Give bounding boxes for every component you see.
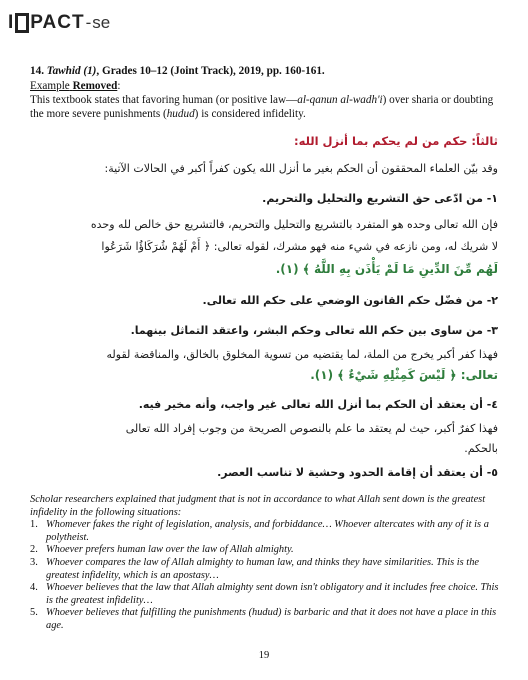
arabic-heading: ثالثاً: حكم من لم يحكم بما أنزل الله: xyxy=(294,134,498,148)
arabic-item-5: ٥- أن يعتقد أن إقامة الحدود وحشية لا تناسب العصر. xyxy=(217,466,498,479)
example-colon: : xyxy=(117,80,121,92)
english-translation xyxy=(30,494,506,633)
arabic-item-3-line-1: فهذا كفر أكبر يخرج من الملة، لما يقتضيه من تسوية المخلوق بالخالق، والمناقضة لقوله xyxy=(106,348,498,361)
arabic-item-4-line-2: بالحكم. xyxy=(464,442,498,455)
arabic-item-1-title: ١- من ادّعى حق التشريع والتحليل والتحريم. xyxy=(262,192,498,205)
page-number: 19 xyxy=(258,650,270,661)
arabic-item-1-line-2: لا شريك له، ومن نازعه في شيء منه فهو مشرك، لقوله تعالى: ﴿ أَمْ لَهُمْ شُرَكَاؤُا شَرَعُوا xyxy=(101,240,498,253)
logo-word: PACT xyxy=(30,12,85,33)
arabic-item-1-line-3: لَهُم مِّنَ الدِّينِ مَا لَمْ يَأْذَن بِهِ اللَّهُ ﴾ (١). xyxy=(275,262,498,276)
arabic-textbook-excerpt xyxy=(20,128,508,482)
book-title: Tawhid (1) xyxy=(46,65,97,77)
list-number: 3. xyxy=(30,556,38,568)
list-number: 2. xyxy=(30,544,38,556)
arabic-item-4-title: ٤- أن يعتقد أن الحكم بما أنزل الله تعالى غير واجب، وأنه مخير فيه. xyxy=(138,398,498,411)
list-text: Whoever believes that the law that Allah almighty sent down isn't obligatory and it includes free choice. This is the greatest infidelity… xyxy=(46,582,499,606)
example-header xyxy=(30,64,500,121)
list-text: Whoever believes that fulfilling the punishments (hudud) is barbaric and that it does not have a place in this age. xyxy=(46,607,497,631)
list-number: 5. xyxy=(30,607,38,619)
logo-mark-icon xyxy=(15,13,29,33)
source-citation xyxy=(30,64,500,78)
list-item xyxy=(30,519,506,544)
logo-letter: I xyxy=(8,12,15,33)
book-details: , Grades 10–12 (Joint Track), 2019, pp. 160-161. xyxy=(96,65,325,77)
arabic-item-3-line-2: تعالى: ﴿ لَيْسَ كَمِثْلِهِ شَيْءٌ ﴾ (١). xyxy=(310,368,498,382)
desc-part: This textbook states that favoring human (or positive law— xyxy=(30,94,298,106)
example-word: Example xyxy=(30,80,70,92)
desc-italic: al-qanun al-wadh'i xyxy=(297,94,383,106)
translation-intro: Scholar researchers explained that judgment that is not in accordance to what Allah sent down is the greatest infidelity in the following situations: xyxy=(30,494,486,518)
list-number: 1. xyxy=(30,519,38,531)
list-text: Whoever compares the law of Allah almighty to human law, and thinks they have similarities. This is the greatest infidelity, which is an apostasy… xyxy=(46,556,479,581)
logo-suffix: se xyxy=(92,13,111,32)
removed-word: Removed xyxy=(72,80,118,92)
list-text: Whoever prefers human law over the law of Allah almighty. xyxy=(46,544,294,556)
arabic-item-2: ٢- من فضّل حكم القانون الوضعي على حكم الله تعالى. xyxy=(202,294,498,307)
list-text: Whomever fakes the right of legislation, analysis, and forbiddance… Whoever altercates with any of it is a polytheist. xyxy=(46,519,489,543)
arabic-item-4-line-1: فهذا كفرٌ أكبر، حيث لم يعتقد ما علم بالنصوص الصريحة من وجوب إفراد الله تعالى xyxy=(125,422,498,435)
desc-part: ) over sharia or doubting the more severe punishments ( xyxy=(30,94,494,120)
arabic-intro: وقد بيّن العلماء المحققون أن الحكم بغير ما أنزل الله يكون كفراً أكبر في الحالات الآتية: xyxy=(104,162,498,175)
arabic-item-3-title: ٣- من ساوى بين حكم الله تعالى وحكم البشر، واعتقد التماثل بينهما. xyxy=(130,324,498,337)
list-item xyxy=(30,582,506,607)
example-label xyxy=(30,79,500,93)
impact-se-logo xyxy=(8,10,110,36)
item-number: 14. xyxy=(30,65,44,77)
list-item xyxy=(30,607,506,632)
list-number: 4. xyxy=(30,582,38,594)
logo-sep: - xyxy=(85,13,92,32)
desc-part: ) is considered infidelity. xyxy=(194,108,306,120)
list-item xyxy=(30,544,506,557)
translation-list xyxy=(30,519,506,632)
arabic-item-1-line-1: فإن الله تعالى وحده هو المتفرد بالتشريع والتحليل والتحريم، فالتشريع حق خالص لله وحده xyxy=(90,218,498,231)
list-item xyxy=(30,557,506,582)
example-description xyxy=(30,93,500,121)
desc-hudud: hudud xyxy=(166,108,195,120)
